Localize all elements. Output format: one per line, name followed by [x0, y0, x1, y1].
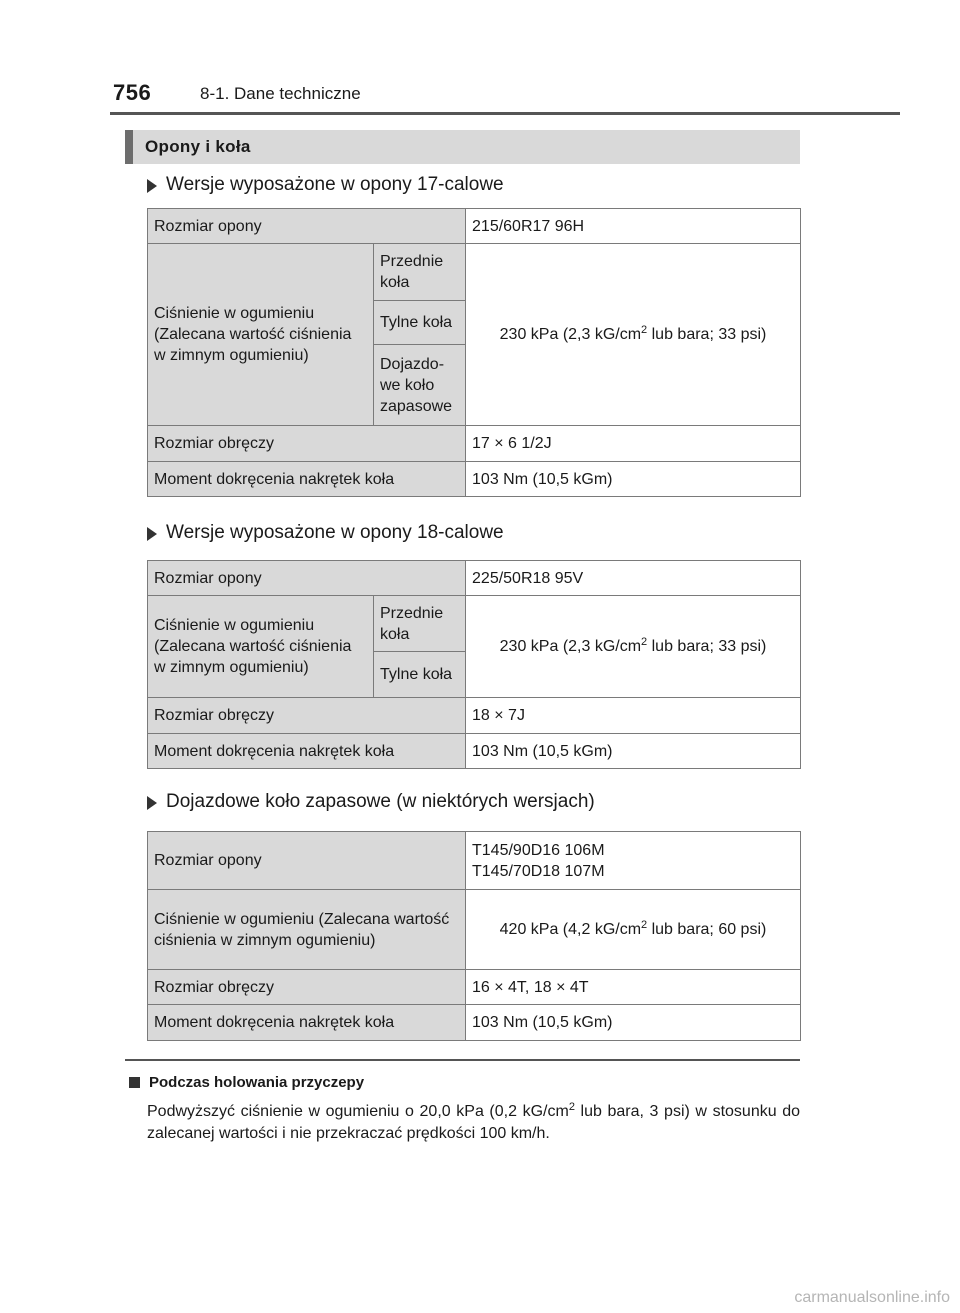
- pressure-label: Ciśnienie w ogumieniu (Zalecana wartość ciśnienia w zimnym ogumieniu): [148, 596, 374, 698]
- rim-size-label: Rozmiar obręczy: [148, 970, 466, 1005]
- note-text-rest: lub bara, 3 psi) w stosunku do zalecanej wartości i nie przekraczać prędkości 100 km/h.: [147, 1103, 801, 1142]
- table-row: [148, 698, 801, 734]
- table-row: [148, 970, 801, 1005]
- rear-wheels-label: Tylne koła: [374, 652, 466, 698]
- tire-size-value-line: T145/90D16 106M: [472, 841, 605, 859]
- tire-size-label: Rozmiar opony: [148, 832, 466, 890]
- rim-size-label: Rozmiar obręczy: [148, 426, 466, 462]
- pressure-label: Ciśnienie w ogumieniu (Zalecana wartość ciśnienia w zimnym ogumieniu): [148, 244, 374, 426]
- note-exponent: 2: [568, 1101, 575, 1113]
- spec-table-18: [147, 560, 801, 769]
- table-row: [148, 244, 801, 301]
- pressure-value-exponent: 2: [641, 636, 648, 648]
- tire-size-label: Rozmiar opony: [148, 561, 466, 596]
- pressure-value: [466, 596, 801, 698]
- table-row: [148, 561, 801, 596]
- rim-size-value: 18 × 7J: [466, 698, 801, 734]
- arrow-bullet-icon: [147, 796, 157, 810]
- pressure-value-exponent: 2: [641, 324, 648, 336]
- pressure-value-main: 230 kPa (2,3 kG/cm: [499, 638, 642, 655]
- tire-size-value: 215/60R17 96H: [466, 209, 801, 244]
- section-title: Opony i koła: [145, 137, 251, 156]
- tire-size-value: 225/50R18 95V: [466, 561, 801, 596]
- spec-table-spare: [147, 831, 801, 1041]
- chapter-title: 8-1. Dane techniczne: [200, 84, 361, 103]
- tire-size-value-line: T145/70D18 107M: [472, 862, 605, 880]
- note-text: Podwyższyć ciśnienie w ogumieniu o 20,0 kPa (0,2 kG/cm: [147, 1103, 569, 1120]
- torque-value: 103 Nm (10,5 kGm): [466, 1005, 801, 1041]
- rim-size-value: 16 × 4T, 18 × 4T: [466, 970, 801, 1005]
- table-row: [148, 462, 801, 497]
- header-divider: [110, 112, 900, 115]
- note-heading: [129, 1074, 364, 1091]
- subsection-heading-18: [147, 522, 504, 544]
- front-wheels-label: Przednie koła: [374, 596, 466, 652]
- arrow-bullet-icon: [147, 527, 157, 541]
- note-body: [147, 1101, 800, 1145]
- subsection-title: Dojazdowe koło zapasowe (w niektórych wersjach): [166, 791, 595, 812]
- subsection-title: Wersje wyposażone w opony 18-calowe: [166, 522, 504, 543]
- section-heading: [125, 130, 800, 164]
- pressure-value: [466, 890, 801, 970]
- table-row: [148, 209, 801, 244]
- subsection-heading-17: [147, 174, 504, 196]
- pressure-value-rest: lub bara; 33 psi): [647, 326, 767, 343]
- torque-value: 103 Nm (10,5 kGm): [466, 734, 801, 769]
- note-title: Podczas holowania przyczepy: [149, 1074, 365, 1091]
- tire-size-label: Rozmiar opony: [148, 209, 466, 244]
- rim-size-value: 17 × 6 1/2J: [466, 426, 801, 462]
- pressure-value-rest: lub bara; 60 psi): [647, 921, 767, 938]
- subsection-heading-spare: [147, 791, 595, 813]
- table-row: [148, 832, 801, 890]
- square-bullet-icon: [129, 1077, 140, 1088]
- table-row: [148, 734, 801, 769]
- torque-value: 103 Nm (10,5 kGm): [466, 462, 801, 497]
- spare-wheel-label: Dojazdo-we koło zapasowe: [374, 345, 466, 426]
- table-row: [148, 596, 801, 652]
- pressure-label: Ciśnienie w ogumieniu (Zalecana wartość ciśnienia w zimnym ogumieniu): [148, 890, 466, 970]
- table-row: [148, 1005, 801, 1041]
- torque-label: Moment dokręcenia nakrętek koła: [148, 734, 466, 769]
- pressure-value-exponent: 2: [641, 919, 648, 931]
- pressure-value: [466, 244, 801, 426]
- watermark: carmanualsonline.info: [794, 1289, 950, 1306]
- torque-label: Moment dokręcenia nakrętek koła: [148, 1005, 466, 1041]
- page-header: [0, 0, 960, 120]
- rim-size-label: Rozmiar obręczy: [148, 698, 466, 734]
- table-row: [148, 426, 801, 462]
- page-number: 756: [113, 80, 152, 105]
- notes-divider: [125, 1059, 800, 1061]
- rear-wheels-label: Tylne koła: [374, 301, 466, 345]
- pressure-value-main: 420 kPa (4,2 kG/cm: [499, 921, 642, 938]
- tire-size-value: [466, 832, 801, 890]
- pressure-value-rest: lub bara; 33 psi): [647, 638, 767, 655]
- front-wheels-label: Przednie koła: [374, 244, 466, 301]
- torque-label: Moment dokręcenia nakrętek koła: [148, 462, 466, 497]
- subsection-title: Wersje wyposażone w opony 17-calowe: [166, 174, 504, 195]
- spec-table-17: [147, 208, 801, 497]
- pressure-value-main: 230 kPa (2,3 kG/cm: [499, 326, 642, 343]
- arrow-bullet-icon: [147, 179, 157, 193]
- table-row: [148, 890, 801, 970]
